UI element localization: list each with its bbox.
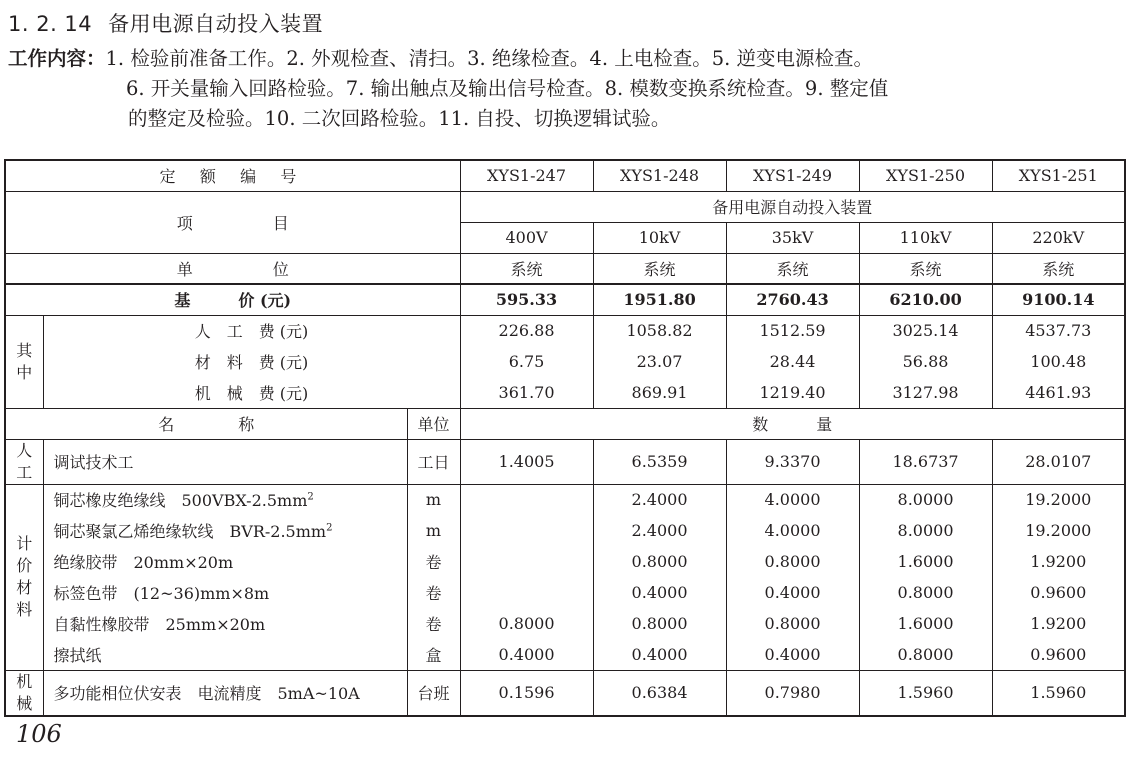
unit: 系统 xyxy=(593,253,726,284)
base-price: 6210.00 xyxy=(859,284,992,315)
resource-name-text: 自黏性橡胶带 25mm×20m xyxy=(53,615,266,634)
quantity-value: 4.0000 xyxy=(726,484,859,515)
cost-value: 361.70 xyxy=(460,377,593,408)
quantity-column-header: 数 量 xyxy=(460,408,1125,439)
cost-breakdown-row xyxy=(5,377,1125,408)
material-row xyxy=(5,515,1125,546)
group-label-char: 人 xyxy=(16,440,33,460)
superscript: 2 xyxy=(326,522,333,534)
quantity-value: 1.9200 xyxy=(992,608,1125,639)
quota-table xyxy=(4,159,1126,717)
group-label-char: 中 xyxy=(16,362,33,382)
item-label: 项 目 xyxy=(5,191,460,253)
superscript: 2 xyxy=(307,491,314,503)
cost-value: 23.07 xyxy=(593,346,726,377)
work-content-label: 工作内容： xyxy=(8,47,106,70)
cost-label: 人 工 费 (元) xyxy=(43,315,460,346)
resource-name-text: 标签色带 (12~36)mm×8m xyxy=(53,584,270,603)
resource-unit: 卷 xyxy=(407,546,460,577)
quantity-value: 0.4000 xyxy=(593,577,726,608)
item-name: 备用电源自动投入装置 xyxy=(460,191,1125,222)
resource-name xyxy=(43,546,407,577)
quantity-value xyxy=(460,577,593,608)
resource-name xyxy=(43,515,407,546)
unit: 系统 xyxy=(859,253,992,284)
quota-code: XYS1-250 xyxy=(859,160,992,191)
material-row xyxy=(5,484,1125,515)
resource-name xyxy=(43,484,407,515)
resource-unit: m xyxy=(407,515,460,546)
cost-value: 3127.98 xyxy=(859,377,992,408)
material-row xyxy=(5,639,1125,670)
quantity-value: 0.8000 xyxy=(859,639,992,670)
resource-unit: 盒 xyxy=(407,639,460,670)
resource-name-text: 多功能相位伏安表 电流精度 5mA~10A xyxy=(53,684,360,703)
quantity-value: 0.8000 xyxy=(593,608,726,639)
material-row xyxy=(5,608,1125,639)
resource-name-text: 调试技术工 xyxy=(53,453,134,472)
base-price: 595.33 xyxy=(460,284,593,315)
group-label-char: 计 xyxy=(16,534,33,553)
cost-breakdown-row xyxy=(5,346,1125,377)
quantity-value: 18.6737 xyxy=(859,439,992,484)
quantity-value: 0.8000 xyxy=(726,608,859,639)
group-label xyxy=(5,315,43,408)
quantity-value: 8.0000 xyxy=(859,484,992,515)
resource-unit: 卷 xyxy=(407,608,460,639)
resource-name-text: 铜芯橡皮绝缘线 500VBX-2.5mm xyxy=(53,491,308,511)
quota-code: XYS1-248 xyxy=(593,160,726,191)
quantity-value: 19.2000 xyxy=(992,515,1125,546)
voltage: 400V xyxy=(460,222,593,253)
cost-value: 56.88 xyxy=(859,346,992,377)
cost-value: 1512.59 xyxy=(726,315,859,346)
quantity-value: 0.8000 xyxy=(859,577,992,608)
group-label-char: 材 xyxy=(16,578,33,597)
cost-breakdown-row xyxy=(5,315,1125,346)
group-label-char: 料 xyxy=(16,600,33,619)
quantity-value: 1.6000 xyxy=(859,546,992,577)
group-label xyxy=(5,484,43,670)
voltage: 10kV xyxy=(593,222,726,253)
work-content xyxy=(8,44,1128,134)
resource-name xyxy=(43,639,407,670)
section-heading xyxy=(8,8,323,38)
quantity-value: 6.5359 xyxy=(593,439,726,484)
quantity-value: 0.9600 xyxy=(992,639,1125,670)
cost-value: 3025.14 xyxy=(859,315,992,346)
unit-row xyxy=(5,253,1125,284)
group-label-char: 价 xyxy=(16,556,33,575)
quantity-value: 0.8000 xyxy=(726,546,859,577)
cost-value: 6.75 xyxy=(460,346,593,377)
quota-code-label: 定 额 编 号 xyxy=(5,160,460,191)
name-column-header: 名 称 xyxy=(5,408,407,439)
quantity-value: 0.6384 xyxy=(593,670,726,716)
base-price: 2760.43 xyxy=(726,284,859,315)
cost-value: 4461.93 xyxy=(992,377,1125,408)
group-label-char: 其 xyxy=(16,340,33,360)
quota-code-row xyxy=(5,160,1125,191)
unit-column-header: 单位 xyxy=(407,408,460,439)
cost-value: 4537.73 xyxy=(992,315,1125,346)
cost-value: 869.91 xyxy=(593,377,726,408)
quantity-value: 2.4000 xyxy=(593,484,726,515)
page-number: 106 xyxy=(16,720,62,748)
resource-unit: 工日 xyxy=(407,439,460,484)
quota-code: XYS1-247 xyxy=(460,160,593,191)
section-number: 1. 2. 14 xyxy=(8,12,93,36)
cost-value: 1219.40 xyxy=(726,377,859,408)
base-price: 1951.80 xyxy=(593,284,726,315)
cost-label: 机 械 费 (元) xyxy=(43,377,460,408)
quantity-value: 1.5960 xyxy=(859,670,992,716)
cost-value: 100.48 xyxy=(992,346,1125,377)
work-content-line-1: 1. 检验前准备工作。2. 外观检查、清扫。3. 绝缘检查。4. 上电检查。5. 逆变电源检查。 xyxy=(105,47,874,70)
voltage: 220kV xyxy=(992,222,1125,253)
work-content-line-2: 6. 开关量输入回路检验。7. 输出触点及输出信号检查。8. 模数变换系统检查。9. 整定值 xyxy=(126,77,889,100)
quantity-value: 0.4000 xyxy=(593,639,726,670)
quantity-value: 28.0107 xyxy=(992,439,1125,484)
resource-name xyxy=(43,439,407,484)
quantity-value: 0.7980 xyxy=(726,670,859,716)
item-row xyxy=(5,191,1125,222)
unit: 系统 xyxy=(460,253,593,284)
detail-header-row xyxy=(5,408,1125,439)
base-price-label: 基 价 (元) xyxy=(5,284,460,315)
quantity-value: 0.4000 xyxy=(460,639,593,670)
group-label-char: 机 xyxy=(16,671,33,691)
group-label xyxy=(5,439,43,484)
quantity-value: 8.0000 xyxy=(859,515,992,546)
quantity-value xyxy=(460,484,593,515)
quantity-value: 9.3370 xyxy=(726,439,859,484)
resource-name-text: 铜芯聚氯乙烯绝缘软线 BVR-2.5mm xyxy=(53,522,327,541)
cost-value: 28.44 xyxy=(726,346,859,377)
group-label-char: 械 xyxy=(16,693,33,713)
quantity-value: 1.9200 xyxy=(992,546,1125,577)
resource-name xyxy=(43,670,407,716)
quantity-value: 1.4005 xyxy=(460,439,593,484)
voltage: 35kV xyxy=(726,222,859,253)
quantity-value: 0.1596 xyxy=(460,670,593,716)
resource-name xyxy=(43,608,407,639)
resource-name xyxy=(43,577,407,608)
cost-value: 226.88 xyxy=(460,315,593,346)
voltage: 110kV xyxy=(859,222,992,253)
resource-name-text: 绝缘胶带 20mm×20m xyxy=(53,553,234,572)
quantity-value xyxy=(460,546,593,577)
cost-label: 材 料 费 (元) xyxy=(43,346,460,377)
quota-code: XYS1-249 xyxy=(726,160,859,191)
quota-code: XYS1-251 xyxy=(992,160,1125,191)
cost-value: 1058.82 xyxy=(593,315,726,346)
quantity-value xyxy=(460,515,593,546)
unit-label: 单 位 xyxy=(5,253,460,284)
unit: 系统 xyxy=(992,253,1125,284)
quantity-value: 0.9600 xyxy=(992,577,1125,608)
quantity-value: 0.4000 xyxy=(726,577,859,608)
group-label xyxy=(5,670,43,716)
group-label-char: 工 xyxy=(16,462,33,482)
material-row xyxy=(5,546,1125,577)
resource-unit: 卷 xyxy=(407,577,460,608)
resource-unit: m xyxy=(407,484,460,515)
machinery-row xyxy=(5,670,1125,716)
quantity-value: 0.8000 xyxy=(593,546,726,577)
quantity-value: 0.4000 xyxy=(726,639,859,670)
resource-unit: 台班 xyxy=(407,670,460,716)
labor-row xyxy=(5,439,1125,484)
section-title: 备用电源自动投入装置 xyxy=(108,12,324,36)
quantity-value: 2.4000 xyxy=(593,515,726,546)
quantity-value: 1.5960 xyxy=(992,670,1125,716)
base-price-row xyxy=(5,284,1125,315)
resource-name-text: 擦拭纸 xyxy=(53,645,102,665)
quantity-value: 19.2000 xyxy=(992,484,1125,515)
quantity-value: 1.6000 xyxy=(859,608,992,639)
unit: 系统 xyxy=(726,253,859,284)
quantity-value: 0.8000 xyxy=(460,608,593,639)
quantity-value: 4.0000 xyxy=(726,515,859,546)
work-content-line-3: 的整定及检验。10. 二次回路检验。11. 自投、切换逻辑试验。 xyxy=(128,107,671,130)
material-row xyxy=(5,577,1125,608)
base-price: 9100.14 xyxy=(992,284,1125,315)
